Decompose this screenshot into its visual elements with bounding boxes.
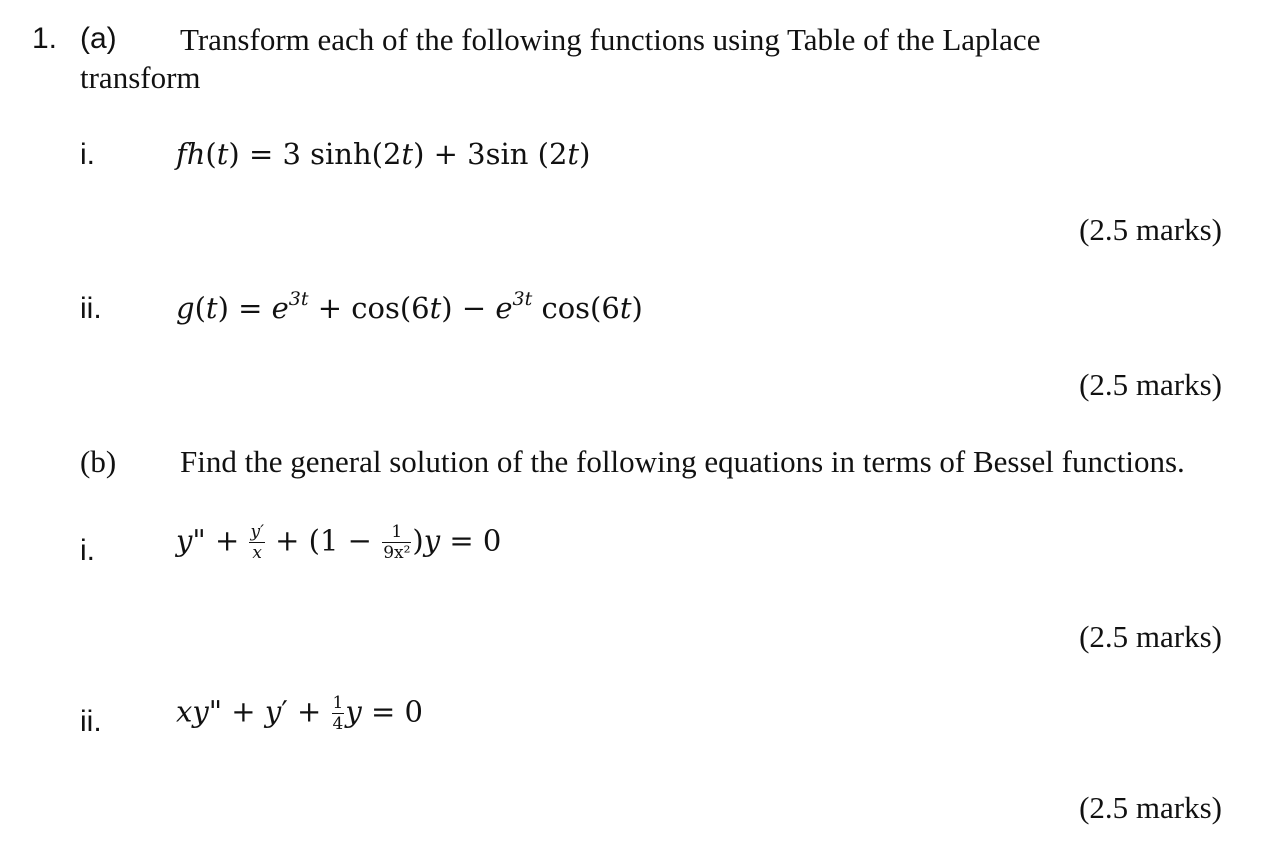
part-b-item-2-label: ii. xyxy=(80,705,102,738)
part-a-item-2-equation: $g(t) = e^{3t} + \cos(6t) - e^{3t}$ cos(6t) xyxy=(176,288,643,325)
part-a-item-2-marks: (2.5 marks) xyxy=(1079,367,1222,402)
part-b-item-1-marks: (2.5 marks) xyxy=(1079,619,1222,654)
fraction-y-prime-over-x: $\frac{y'}{x}$ xyxy=(250,522,264,563)
part-b-item-2-marks: (2.5 marks) xyxy=(1079,790,1222,825)
part-a-item-1-equation: fh(t) = 3 sinh(2t) + 3sin (2t) xyxy=(176,137,591,171)
fraction-one-over-9x2: $\frac{1}{\text{9x²}}$ xyxy=(383,522,411,563)
part-b-label: (b) xyxy=(80,444,117,479)
part-a-item-2-label: ii. xyxy=(80,292,102,325)
part-b-item-1-equation: y" + $\frac{y'}{x}$ + (1 − $\frac{1}{\text{9x²}}$ )y = 0 xyxy=(176,522,502,563)
fraction-one-quarter: $\frac{1}{4}$ xyxy=(332,693,344,734)
part-a-instruction-line1: Transform each of the following functions using Table of the Laplace xyxy=(180,22,1041,57)
part-a-item-1-marks: (2.5 marks) xyxy=(1079,212,1222,247)
part-a-item-1-label: i. xyxy=(80,138,95,171)
part-b-instruction: Find the general solution of the following equations in terms of Bessel functions. xyxy=(180,444,1185,479)
part-a-label: (a) xyxy=(80,22,117,55)
part-b-item-1-label: i. xyxy=(80,534,95,567)
part-a-instruction-line2: transform xyxy=(80,60,201,95)
question-number: 1. xyxy=(32,22,58,55)
part-b-item-2-equation: xy" + y′ + $\frac{1}{4}$ y = 0 xyxy=(176,693,423,734)
